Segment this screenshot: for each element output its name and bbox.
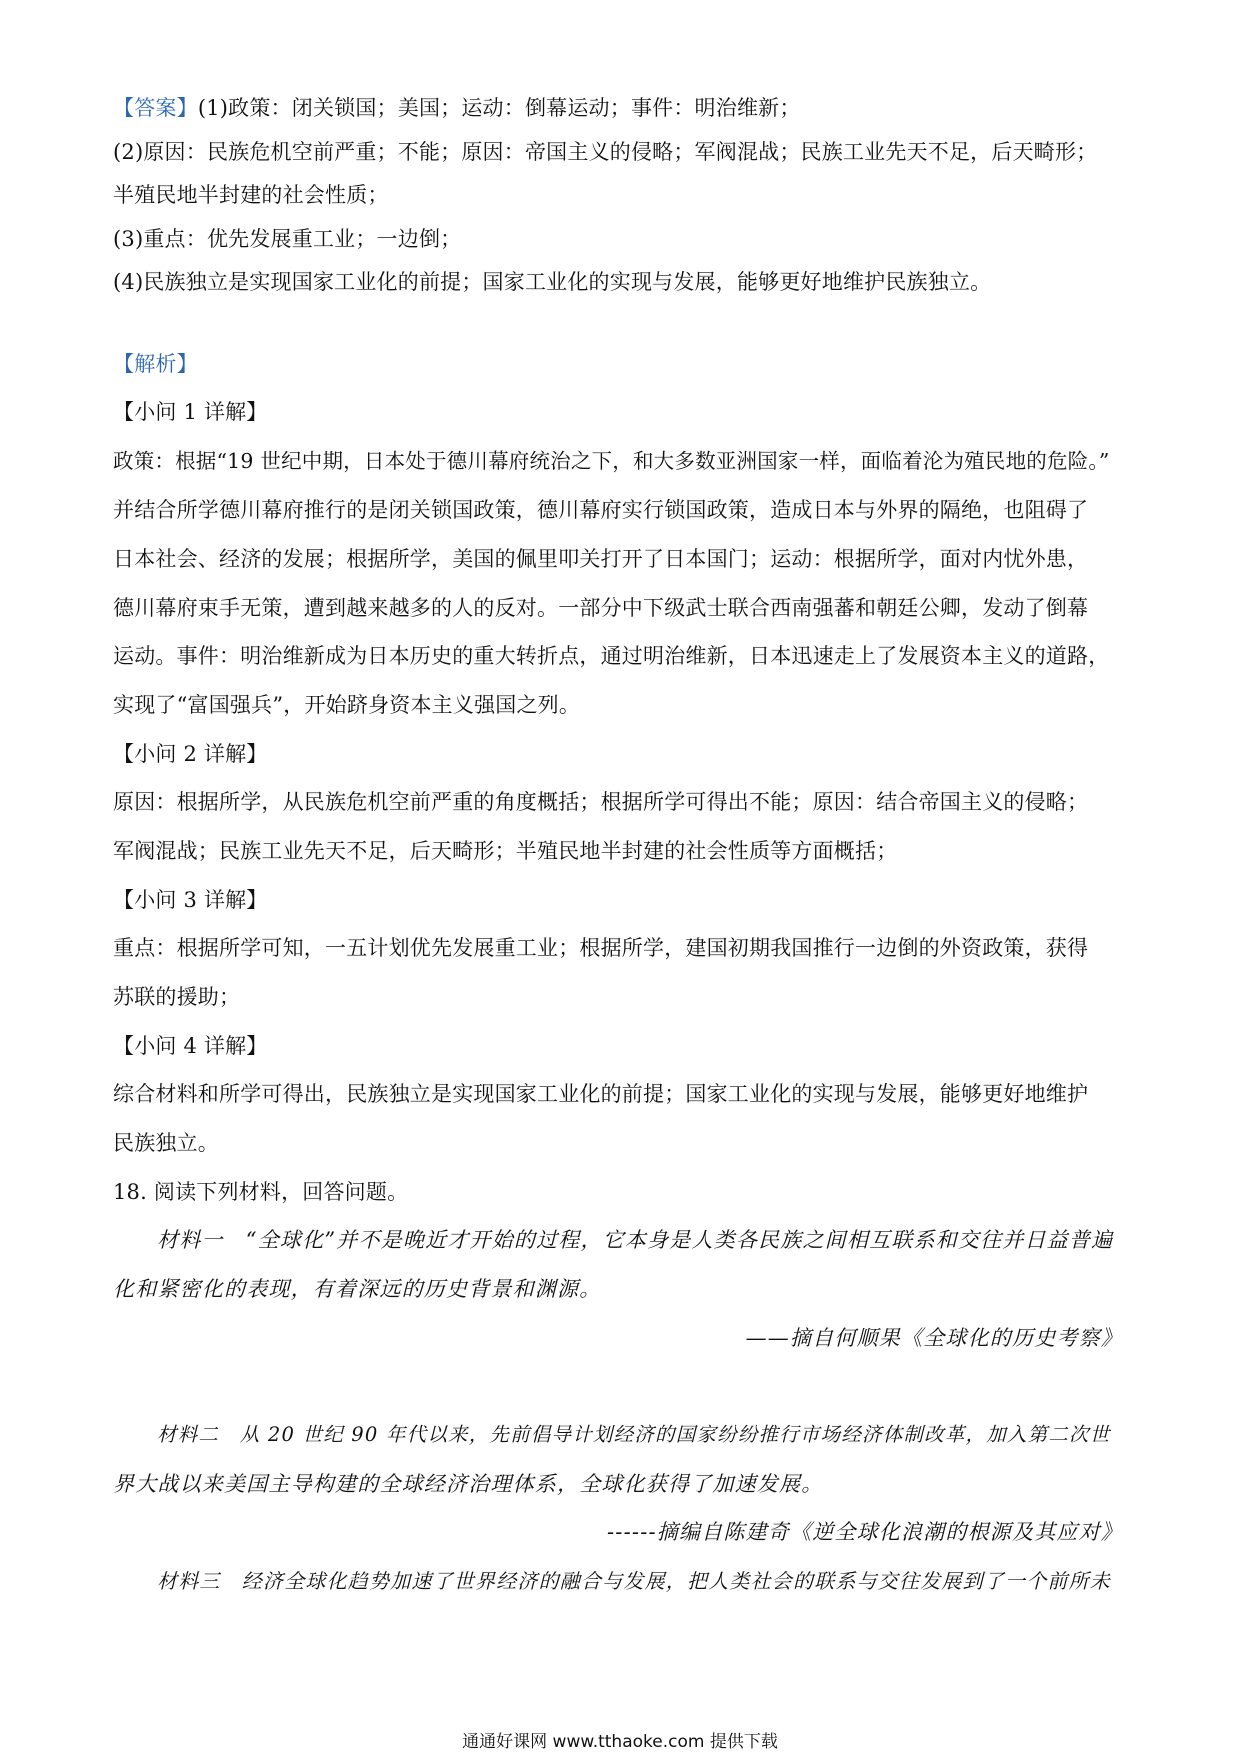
answer-q1: (1)政策：闭关锁国；美国；运动：倒幕运动；事件：明治维新； — [197, 96, 801, 120]
sub1-line: 并结合所学德川幕府推行的是闭关锁国政策，德川幕府实行锁国政策，造成日本与外界的隔绝，也阻碍了 — [113, 498, 1089, 522]
sub1-line: 政策：根据“19 世纪中期，日本处于德川幕府统治之下，和大多数亚洲国家一样，面临着沦为殖民地的危险。” — [113, 449, 1110, 473]
answer-tag: 【答案】 — [113, 96, 198, 120]
sub4-line: 综合材料和所学可得出，民族独立是实现国家工业化的前提；国家工业化的实现与发展，能够更好地维护 — [113, 1082, 1089, 1106]
sub1-heading: 【小问 1 详解】 — [113, 400, 268, 424]
sub2-line: 原因：根据所学，从民族危机空前严重的角度概括；根据所学可得出不能；原因：结合帝国主义的侵略； — [113, 790, 1089, 814]
answer-q2-line1: (2)原因：民族危机空前严重；不能；原因：帝国主义的侵略；军阀混战；民族工业先天不足，后天畸形； — [113, 140, 1098, 164]
sub1-line: 运动。事件：明治维新成为日本历史的重大转折点，通过明治维新，日本迅速走上了发展资本主义的道路， — [113, 644, 1110, 668]
answer-q2-line2: 半殖民地半封建的社会性质； — [113, 183, 389, 207]
analysis-tag: 【解析】 — [113, 352, 198, 376]
sub4-line: 民族独立。 — [113, 1131, 219, 1155]
material2-source: ------摘编自陈建奇《逆全球化浪潮的根源及其应对》 — [607, 1520, 1123, 1544]
material3-line: 材料三 经济全球化趋势加速了世界经济的融合与发展，把人类社会的联系与交往发展到了一个前所未 — [157, 1569, 1111, 1593]
material1-source: ——摘自何顺果《全球化的历史考察》 — [745, 1326, 1123, 1350]
question18-stem: 18. 阅读下列材料，回答问题。 — [113, 1180, 409, 1204]
material1-line: 材料一 “全球化”并不是晚近才开始的过程，它本身是人类各民族之间相互联系和交往并日益普遍 — [157, 1228, 1114, 1252]
material2-line: 界大战以来美国主导构建的全球经济治理体系，全球化获得了加速发展。 — [113, 1472, 824, 1496]
answer-q4: (4)民族独立是实现国家工业化的前提；国家工业化的实现与发展，能够更好地维护民族独立。 — [113, 270, 992, 294]
sub4-heading: 【小问 4 详解】 — [113, 1034, 268, 1058]
material2-line: 材料二 从 20 世纪 90 年代以来，先前倡导计划经济的国家纷纷推行市场经济体制改革，加入第二次世 — [157, 1423, 1111, 1446]
sub3-line: 重点：根据所学可知，一五计划优先发展重工业；根据所学，建国初期我国推行一边倒的外资政策，获得 — [113, 936, 1089, 960]
sub2-line: 军阀混战；民族工业先天不足，后天畸形；半殖民地半封建的社会性质等方面概括； — [113, 839, 898, 863]
sub2-heading: 【小问 2 详解】 — [113, 742, 268, 766]
sub3-line: 苏联的援助； — [113, 985, 241, 1009]
material1-line: 化和紧密化的表现，有着深远的历史背景和渊源。 — [113, 1277, 602, 1301]
answer-q3: (3)重点：优先发展重工业；一边倒； — [113, 227, 462, 251]
page-footer: 通通好课网 www.tthaoke.com 提供下载 — [462, 1732, 778, 1752]
sub1-line: 德川幕府束手无策，遭到越来越多的人的反对。一部分中下级武士联合西南强蕃和朝廷公卿，发动了倒幕 — [113, 596, 1089, 620]
sub1-line: 实现了“富国强兵”，开始跻身资本主义强国之列。 — [113, 693, 581, 717]
sub3-heading: 【小问 3 详解】 — [113, 888, 268, 912]
sub1-line: 日本社会、经济的发展；根据所学，美国的佩里叩关打开了日本国门；运动：根据所学，面对内忧外患， — [113, 547, 1089, 571]
answer-q1-line — [113, 93, 1123, 123]
